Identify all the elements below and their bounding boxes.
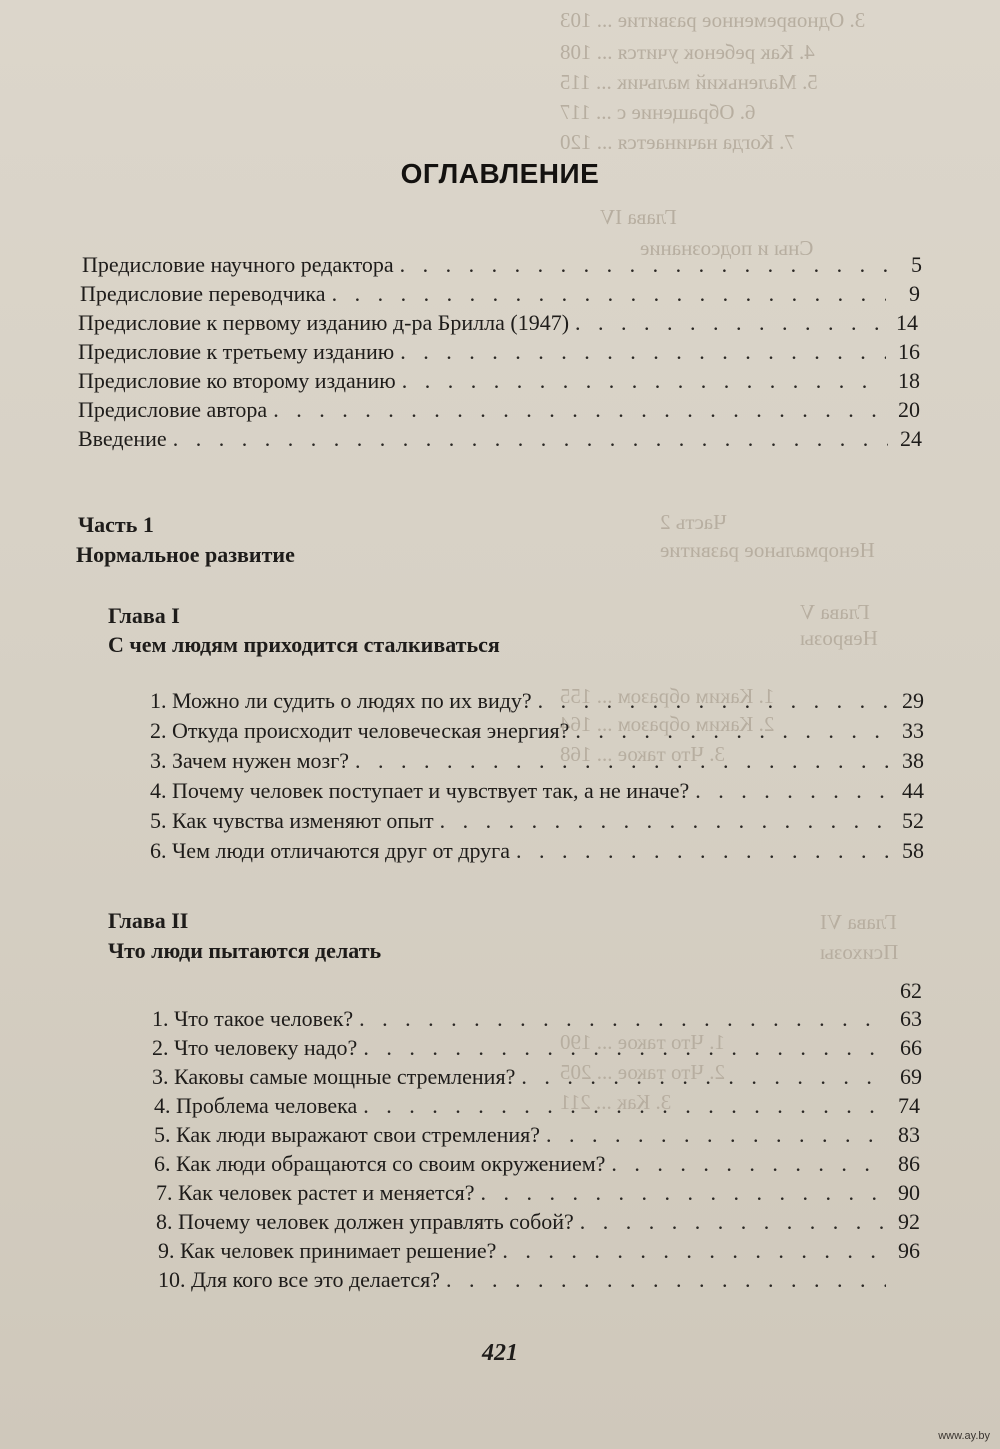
toc-entry-label: Предисловие научного редактора bbox=[82, 252, 394, 277]
toc-entry-label: 1. Что такое человек? bbox=[152, 1006, 354, 1031]
part-label: Часть 1 bbox=[78, 512, 154, 537]
toc-entry-page: 29 bbox=[902, 688, 924, 713]
toc-entry[interactable] bbox=[150, 688, 924, 718]
toc-entry[interactable] bbox=[80, 281, 920, 311]
toc-title: ОГЛАВЛЕНИЕ bbox=[400, 158, 600, 189]
part-title[interactable]: Нормальное развитие bbox=[76, 542, 295, 567]
toc-entry-page: 33 bbox=[902, 718, 924, 743]
toc-entry-label: 8. Почему человек должен управлять собой? bbox=[156, 1209, 574, 1234]
toc-entry-label: 2. Откуда происходит человеческая энергия? bbox=[150, 718, 570, 743]
leader-dots bbox=[402, 368, 886, 394]
toc-entry-label: 9. Как человек принимает решение? bbox=[158, 1238, 497, 1263]
toc-entry-page: 24 bbox=[900, 426, 922, 451]
leader-dots bbox=[359, 1006, 888, 1032]
toc-entry[interactable] bbox=[156, 1180, 920, 1210]
leader-dots bbox=[575, 718, 890, 744]
page-number: 421 bbox=[482, 1340, 518, 1366]
toc-entry-page: 58 bbox=[902, 838, 924, 863]
toc-entry-page: 62 bbox=[900, 978, 922, 1003]
toc-entry-page: 90 bbox=[898, 1180, 920, 1205]
leader-dots bbox=[695, 778, 890, 804]
toc-entry-label: 10. Для кого все это делается? bbox=[158, 1267, 440, 1292]
toc-entry-label: Предисловие автора bbox=[78, 397, 268, 422]
toc-entry-page: 16 bbox=[898, 339, 920, 364]
toc-entry-page: 5 bbox=[911, 252, 922, 277]
toc-entry-page: 20 bbox=[898, 397, 920, 422]
leader-dots bbox=[363, 1093, 886, 1119]
leader-dots bbox=[173, 426, 888, 452]
toc-entry-label: Предисловие к первому изданию д-ра Брилла (1947) bbox=[78, 310, 570, 335]
toc-entry[interactable] bbox=[158, 1267, 920, 1297]
toc-entry-label: 4. Почему человек поступает и чувствует так, а не иначе? bbox=[150, 778, 690, 803]
chapter-title[interactable]: Что люди пытаются делать bbox=[108, 938, 382, 963]
toc-entry-page: 18 bbox=[898, 368, 920, 393]
toc-entry[interactable] bbox=[78, 426, 922, 456]
toc-entry-page: 96 bbox=[898, 1238, 920, 1263]
leader-dots bbox=[355, 748, 890, 774]
toc-entry[interactable] bbox=[150, 978, 922, 1008]
toc-entry-page: 69 bbox=[900, 1064, 922, 1089]
toc-entry-page: 83 bbox=[898, 1122, 920, 1147]
leader-dots bbox=[611, 1151, 886, 1177]
toc-entry-page: 66 bbox=[900, 1035, 922, 1060]
toc-entry-label: Введение bbox=[78, 426, 167, 451]
toc-entry-page: 74 bbox=[898, 1093, 920, 1118]
leader-dots bbox=[521, 1064, 888, 1090]
toc-entry-page: 92 bbox=[898, 1209, 920, 1234]
toc-entry[interactable] bbox=[150, 718, 924, 748]
leader-dots bbox=[273, 397, 886, 423]
toc-entry[interactable] bbox=[156, 1209, 920, 1239]
leader-dots bbox=[575, 310, 884, 336]
toc-entry-label: Предисловие к третьему изданию bbox=[78, 339, 395, 364]
toc-entry-label: 2. Что человеку надо? bbox=[152, 1035, 358, 1060]
toc-entry[interactable] bbox=[152, 1064, 922, 1094]
toc-entry-label: Предисловие ко второму изданию bbox=[78, 368, 396, 393]
toc-entry-label: Предисловие переводчика bbox=[80, 281, 326, 306]
toc-entry-label: 6. Чем люди отличаются друг от друга bbox=[150, 838, 510, 863]
toc-entry-page: 52 bbox=[902, 808, 924, 833]
toc-entry-label: 3. Каковы самые мощные стремления? bbox=[152, 1064, 516, 1089]
toc-entry[interactable] bbox=[154, 1151, 920, 1181]
leader-dots bbox=[481, 1180, 886, 1206]
toc-entry-label: 3. Зачем нужен мозг? bbox=[150, 748, 349, 773]
toc-entry-page: 9 bbox=[909, 281, 920, 306]
leader-dots bbox=[400, 252, 888, 278]
toc-entry[interactable] bbox=[150, 838, 924, 868]
leader-dots bbox=[400, 339, 886, 365]
chapter-label: Глава II bbox=[108, 908, 189, 933]
toc-entry[interactable] bbox=[82, 252, 922, 282]
toc-entry[interactable] bbox=[154, 1093, 920, 1123]
toc-entry[interactable] bbox=[78, 368, 920, 398]
toc-entry-page: 63 bbox=[900, 1006, 922, 1031]
toc-entry-label: 5. Как чувства изменяют опыт bbox=[150, 808, 434, 833]
toc-entry-label: 4. Проблема человека bbox=[154, 1093, 358, 1118]
chapter-title[interactable]: С чем людям приходится сталкиваться bbox=[108, 632, 500, 657]
show-through-text: 3. Одновременное развитие ... 103 4. Как ребенок учится ... 108 5. Маленький мальчик ... 115 6. Обращение с ... 117 7. Когда начинается ... 120 Глава IV Сны и подсознание Часть 2 Ненормальное развитие Глава V Неврозы 1. Каким образом ... 155 2. Каким образом ... 164 3. Что такое ... 168 Глава VI Психозы 1. Что такое ... 190 2. Что такое ... 205 3. Как ... 211 bbox=[560, 8, 899, 1114]
leader-dots bbox=[516, 838, 890, 864]
toc-entry[interactable] bbox=[150, 748, 924, 778]
leader-dots bbox=[446, 1267, 886, 1293]
toc-entry-label: 5. Как люди выражают свои стремления? bbox=[154, 1122, 541, 1147]
leader-dots bbox=[332, 281, 886, 307]
leader-dots bbox=[502, 1238, 886, 1264]
toc-entry-label: 1. Можно ли судить о людях по их виду? bbox=[150, 688, 532, 713]
toc-entry-label: 7. Как человек растет и меняется? bbox=[156, 1180, 475, 1205]
toc-entry-label: 6. Как люди обращаются со своим окружением? bbox=[154, 1151, 606, 1176]
toc-entry-page: 86 bbox=[898, 1151, 920, 1176]
leader-dots bbox=[538, 688, 890, 714]
toc-entry-page: 14 bbox=[896, 310, 918, 335]
watermark: www.ay.by bbox=[938, 1430, 990, 1442]
toc-entry[interactable] bbox=[78, 310, 918, 340]
toc-entry[interactable] bbox=[158, 1238, 920, 1268]
toc-entry[interactable] bbox=[154, 1122, 920, 1152]
leader-dots bbox=[580, 1209, 886, 1235]
toc-entry[interactable] bbox=[78, 339, 920, 369]
leader-dots bbox=[546, 1122, 886, 1148]
toc-entry-page: 38 bbox=[902, 748, 924, 773]
toc-entry[interactable] bbox=[150, 808, 924, 838]
leader-dots bbox=[363, 1035, 888, 1061]
toc-entry[interactable] bbox=[78, 397, 920, 427]
toc-entry[interactable] bbox=[150, 778, 924, 808]
toc-entry[interactable] bbox=[152, 1035, 922, 1065]
toc-entry[interactable] bbox=[152, 1006, 922, 1036]
toc-entry-page: 44 bbox=[902, 778, 924, 803]
leader-dots bbox=[440, 808, 890, 834]
chapter-label: Глава I bbox=[108, 603, 180, 628]
